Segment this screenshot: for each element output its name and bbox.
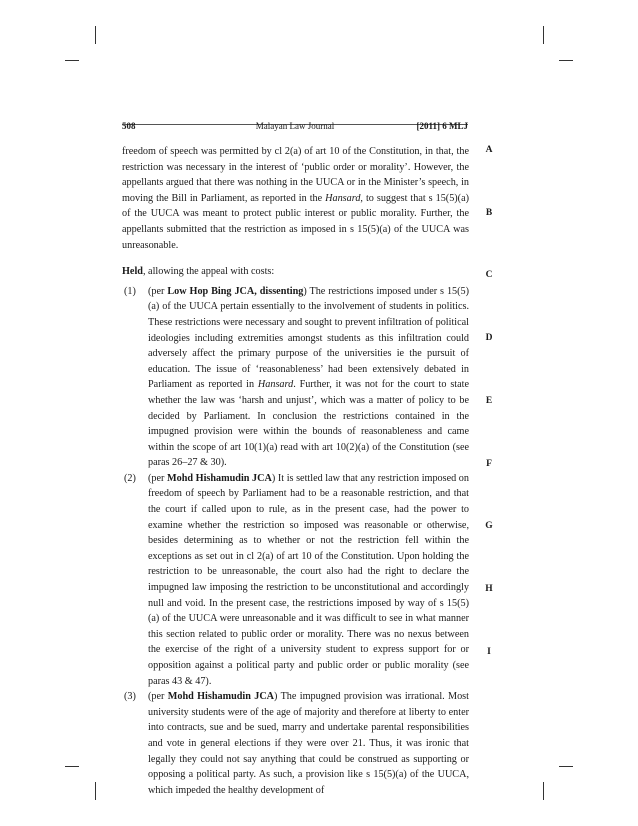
page-number: 508 xyxy=(122,121,136,131)
crop-mark-bottom-left-v xyxy=(95,782,96,800)
crop-mark-top-left-h xyxy=(65,60,79,61)
intro-hansard: Hansard xyxy=(325,192,361,204)
margin-letter-a: A xyxy=(485,145,493,155)
intro-text-end: , to suggest that s 15(5)(a) of the UUCA was meant to protect public interest or public morality. Further, the appellants submitted that the restriction as imposed in s 15(5)(a) of the UUCA was unreasonable. xyxy=(122,192,469,251)
crop-mark-top-right-h xyxy=(559,60,573,61)
margin-letter-f: F xyxy=(486,459,492,469)
crop-mark-bottom-right-v xyxy=(543,782,544,800)
holding-2 xyxy=(122,471,469,689)
holding-judge: Low Hop Bing JCA, dissenting xyxy=(167,285,304,297)
holding-text: ) The impugned provision was irrational. Most university students were of the age of majority and therefore at liberty to enter into contracts, sue and be sued, marry and undertake parental responsibilities and vote in general elections if they were over 21. Thus, it was ironic that legally they could not say anything that could be construed as supporting or opposing a political party. As such, a provision like s 15(5)(a) of the UUCA, which impeded the healthy development of xyxy=(148,691,469,796)
crop-mark-top-left-v xyxy=(95,26,96,44)
holding-number: (1) xyxy=(124,285,136,297)
holding-text-end: . Further, it was not for the court to state whether the law was ‘harsh and unjust’, which was a matter of policy to be decided by Parliament. In conclusion the restrictions contained in the impugned provision were within the bounds of reasonableness and came within the scope of art 10(1)(a) read with art 10(2)(a) of the Constitution (see paras 26–27 & 30). xyxy=(148,379,469,469)
body-text xyxy=(122,144,469,798)
margin-letter-e: E xyxy=(485,396,493,406)
holding-prefix: (per xyxy=(148,285,168,297)
crop-mark-top-right-v xyxy=(543,26,544,44)
holding-judge: Mohd Hishamudin JCA xyxy=(167,472,272,484)
held-label: Held xyxy=(122,266,143,278)
margin-letter-g: G xyxy=(485,521,493,531)
holding-1 xyxy=(122,284,469,471)
held-heading xyxy=(122,264,469,280)
holding-text: ) It is settled law that any restriction imposed on freedom of speech by Parliament had to be a reasonable restriction, and that the court if called upon to rule, as in the present case, had the power to examine whether the restriction so imposed was reasonable or otherwise, besides determining as to whether or not the restriction fell within the exceptions as set out in cl 2(a) of art 10 of the Constitution. Upon holding the restriction to be unreasonable, the court also had the right to declare the impugned law imposing the restriction to be unconstitutional and accordingly null and void. In the present case, the restrictions imposed by way of s 15(5)(a) of the UUCA were unreasonable and it was difficult to see in what manner this section related to public order or morality. There was no nexus between the exercise of the right of a university student to express support for or opposition against a political party and public order or public morality (see paras 43 & 47). xyxy=(148,472,469,687)
held-text: , allowing the appeal with costs: xyxy=(142,266,275,278)
margin-letter-d: D xyxy=(485,333,493,343)
intro-paragraph xyxy=(122,144,469,253)
crop-mark-bottom-right-h xyxy=(559,766,573,767)
margin-letter-c: C xyxy=(485,270,493,280)
holding-prefix: (per xyxy=(148,691,168,703)
holding-judge: Mohd Hishamudin JCA xyxy=(167,691,275,703)
margin-letter-b: B xyxy=(485,208,493,218)
margin-letter-i: I xyxy=(487,647,491,657)
holding-prefix: (per xyxy=(148,472,168,484)
citation: [2011] 6 MLJ xyxy=(416,121,468,131)
journal-title: Malayan Law Journal xyxy=(255,121,335,131)
margin-letter-h: H xyxy=(485,584,493,594)
holding-number: (3) xyxy=(124,691,136,703)
intro-text: freedom of speech was permitted by cl 2(a) of art 10 of the Constitution, in that, the restriction was necessary in the interest of ‘public order or morality’. However, the appellants argued that there was nothing in the UUCA or in the Minister’s speech, in moving the Bill in Parliament, as reported in the xyxy=(122,146,469,204)
holding-number: (2) xyxy=(124,472,136,484)
crop-mark-bottom-left-h xyxy=(65,766,79,767)
running-head xyxy=(122,121,468,131)
holding-text: ) The restrictions imposed under s 15(5)(a) of the UUCA pertain essentially to the involvement of students in politics. These restrictions were necessary and sought to prevent infiltration of political ideologies including extremities amongst students as this infiltration could adversely affect the primary purpose of the universities ie the pursuit of education. The issue of ‘reasonableness’ had been extensively debated in Parliament as reported in xyxy=(148,285,470,391)
holding-italic: Hansard xyxy=(257,379,294,391)
holding-3 xyxy=(122,689,469,798)
